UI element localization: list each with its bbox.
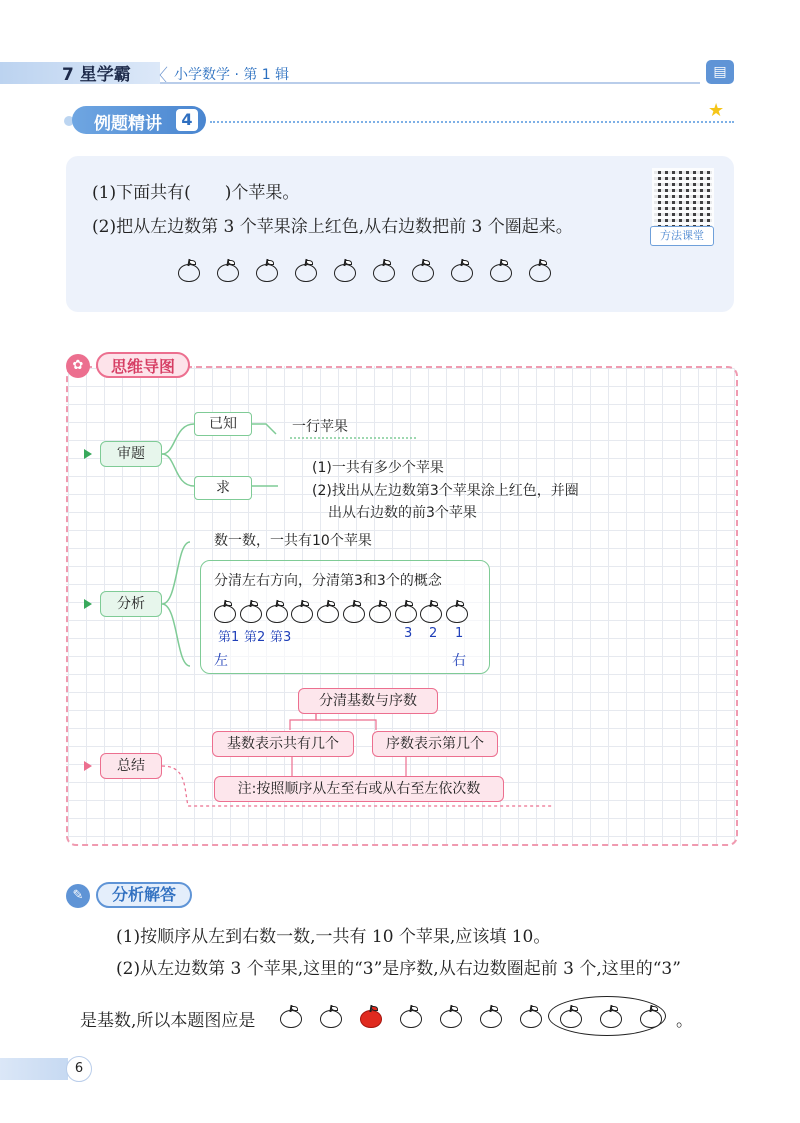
apple-icon — [343, 605, 365, 623]
node-ordinal: 序数表示第几个 — [372, 731, 498, 757]
connector-known-out — [252, 424, 276, 434]
answer-title: 分析解答 — [96, 882, 192, 908]
section-dotted-rule — [210, 121, 734, 123]
apple-icon — [529, 264, 551, 282]
apple-icon — [178, 264, 200, 282]
arrow-marker-icon — [84, 599, 92, 609]
apple-icon — [320, 1010, 342, 1028]
footer-band — [0, 1058, 68, 1080]
apple-icon — [295, 264, 317, 282]
qr-label: 方法课堂 — [650, 226, 714, 246]
section-title: 例题精讲 — [94, 114, 162, 134]
answer-line-3: 是基数,所以本题图应是 — [80, 1011, 256, 1031]
apple-icon — [291, 605, 313, 623]
book-icon: ▤ — [706, 60, 734, 84]
apple-icon — [240, 605, 262, 623]
ordinal-right-2: 2 — [429, 626, 438, 641]
analysis-brace — [162, 542, 190, 666]
ordinal-left-1: 第1 — [218, 630, 240, 645]
apple-icon — [360, 1010, 382, 1028]
apple-icon — [446, 605, 468, 623]
node-fenxi: 分析 — [100, 591, 162, 617]
apple-icon — [369, 605, 391, 623]
node-known: 已知 — [194, 412, 252, 436]
analysis-box-title: 分清左右方向，分清第3和3个的概念 — [214, 573, 442, 589]
fenxi-line-1: 数一数，一共有10个苹果 — [214, 533, 372, 549]
apple-icon — [412, 264, 434, 282]
apple-icon — [480, 1010, 502, 1028]
node-ask: 求 — [194, 476, 252, 500]
apple-icon — [420, 605, 442, 623]
header-rule — [160, 82, 700, 84]
apple-icon — [400, 1010, 422, 1028]
apple-icon — [373, 264, 395, 282]
apple-icon — [266, 605, 288, 623]
right-word: 右 — [452, 653, 466, 669]
problem-line-2: (2)把从左边数第 3 个苹果涂上红色,从右边数把前 3 个圈起来。 — [92, 217, 573, 237]
connector-ask — [162, 454, 194, 486]
known-text: 一行苹果 — [292, 419, 348, 435]
chevron-icon: 〈 — [150, 66, 168, 87]
header-subtitle: 小学数学 · 第 1 辑 — [174, 67, 290, 83]
problem-line-1: (1)下面共有( )个苹果。 — [92, 183, 300, 203]
apple-icon — [317, 605, 339, 623]
apple-icon — [395, 605, 417, 623]
ask-text-1: (1)一共有多少个苹果 — [312, 460, 444, 476]
node-zongjie: 总结 — [100, 753, 162, 779]
apple-icon — [440, 1010, 462, 1028]
apple-icon — [334, 264, 356, 282]
arrow-marker-icon — [84, 449, 92, 459]
arrow-marker-icon — [84, 761, 92, 771]
apple-icon — [490, 264, 512, 282]
apple-icon — [217, 264, 239, 282]
answer-line-1: (1)按顺序从左到右数一数,一共有 10 个苹果,应该填 10。 — [116, 927, 551, 947]
apple-icon — [214, 605, 236, 623]
answer-line-2: (2)从左边数第 3 个苹果,这里的“3”是序数,从右边数圈起前 3 个,这里的“3” — [116, 959, 681, 979]
ask-text-2b: 出从右边数的前3个苹果 — [328, 505, 477, 521]
page-number: 6 — [66, 1056, 92, 1082]
ordinal-left-2: 第2 — [244, 630, 266, 645]
apple-icon — [280, 1010, 302, 1028]
node-summary-top: 分清基数与序数 — [298, 688, 438, 714]
star-icon: ★ — [708, 100, 725, 121]
apple-icon — [256, 264, 278, 282]
mindmap-icon: ✿ — [66, 354, 90, 378]
connector-known — [162, 424, 194, 454]
qr-code-icon[interactable] — [652, 168, 714, 230]
ask-text-2a: (2)找出从左边数第3个苹果涂上红色，并圈 — [312, 483, 579, 499]
brand-logo: 7 星学霸 — [62, 65, 131, 85]
apple-icon — [520, 1010, 542, 1028]
answer-circle — [548, 996, 666, 1036]
left-word: 左 — [214, 653, 228, 669]
answer-end-mark: 。 — [676, 1011, 693, 1031]
ordinal-right-1: 1 — [455, 626, 464, 641]
ordinal-left-3: 第3 — [270, 630, 292, 645]
mindmap-title: 思维导图 — [96, 352, 190, 378]
node-note: 注:按照顺序从左至右或从右至左依次数 — [214, 776, 504, 802]
node-cardinal: 基数表示共有几个 — [212, 731, 354, 757]
answer-icon: ✎ — [66, 884, 90, 908]
section-number: 4 — [176, 109, 198, 131]
node-shenti: 审题 — [100, 441, 162, 467]
apple-icon — [451, 264, 473, 282]
ordinal-right-3: 3 — [404, 626, 413, 641]
